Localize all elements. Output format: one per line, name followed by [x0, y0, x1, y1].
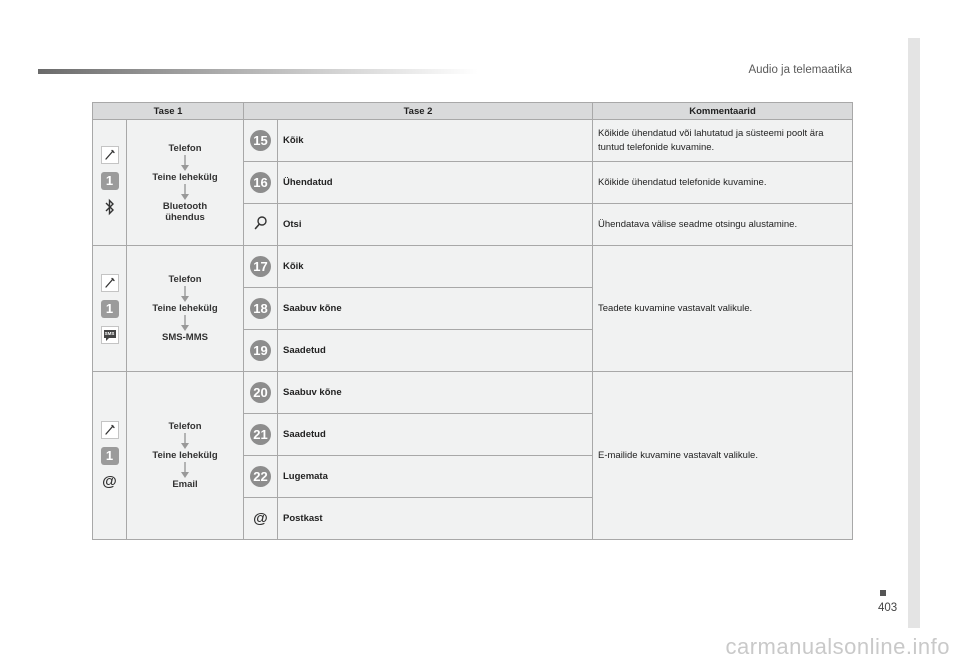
level2-label: Lugemata: [278, 456, 593, 498]
column-header-comments: Kommentaarid: [593, 103, 853, 120]
flow-step: Bluetooth ühendus: [162, 200, 208, 223]
level2-label: Saadetud: [278, 330, 593, 372]
phone-icon: [101, 421, 119, 439]
flow-step: Telefon: [168, 142, 202, 154]
arrow-down-icon: [181, 184, 189, 200]
comment-cell: Kõikide ühendatud või lahutatud ja süsteemi poolt ära tuntud telefonide kuvamine.: [593, 120, 853, 162]
level2-icon-cell: [244, 498, 278, 540]
level1-icons-email: [93, 372, 127, 540]
table-header-row: [93, 103, 853, 120]
comment-cell: Kõikide ühendatud telefonide kuvamine.: [593, 162, 853, 204]
number-badge: 18: [250, 298, 271, 319]
flow-step: Telefon: [168, 421, 202, 432]
section-title: Audio ja telemaatika: [748, 64, 852, 76]
number-badge: 15: [250, 130, 271, 151]
phone-icon: [101, 274, 119, 292]
column-header-level2: Tase 2: [244, 103, 593, 120]
arrow-down-icon: [181, 433, 189, 449]
watermark: carmanualsonline.info: [725, 634, 950, 659]
level2-label: Otsi: [278, 204, 593, 246]
arrow-down-icon: [181, 462, 189, 478]
badge-one-icon: 1: [101, 300, 119, 318]
flow-step: Teine lehekülg: [152, 450, 218, 461]
at-icon: @: [253, 510, 268, 527]
flow-step: Email: [172, 479, 198, 490]
arrow-down-icon: [181, 286, 189, 302]
level2-number-cell: [244, 162, 278, 204]
number-badge: 17: [250, 256, 271, 277]
level2-number-cell: [244, 330, 278, 372]
flow-step: Teine lehekülg: [152, 303, 218, 314]
level2-number-cell: [244, 414, 278, 456]
level2-number-cell: [244, 246, 278, 288]
number-badge: 16: [250, 172, 271, 193]
level2-label: Saadetud: [278, 414, 593, 456]
level1-icons-sms: [93, 246, 127, 372]
comment-cell: E-mailide kuvamine vastavalt valikule.: [593, 372, 853, 540]
badge-one-icon: 1: [101, 172, 119, 190]
table-row: [93, 372, 853, 414]
level2-label: Kõik: [278, 246, 593, 288]
comment-cell: Ühendatava välise seadme otsingu alustamine.: [593, 204, 853, 246]
bluetooth-icon: [104, 208, 116, 219]
header-gradient-bar: [38, 69, 478, 74]
comment-cell: Teadete kuvamine vastavalt valikule.: [593, 246, 853, 372]
level1-icons-bluetooth: [93, 120, 127, 246]
level2-number-cell: [244, 456, 278, 498]
menu-table: [92, 102, 853, 540]
level2-number-cell: [244, 120, 278, 162]
page-marker-square: [880, 590, 886, 596]
level2-number-cell: [244, 372, 278, 414]
arrow-down-icon: [181, 155, 189, 171]
number-badge: 21: [250, 424, 271, 445]
badge-one-icon: 1: [101, 447, 119, 465]
level2-icon-cell: [244, 204, 278, 246]
flow-step: Telefon: [168, 274, 202, 285]
flow-step: Teine lehekülg: [152, 171, 218, 183]
flow-email: [127, 372, 244, 540]
column-header-level1: Tase 1: [93, 103, 244, 120]
level2-label: Kõik: [278, 120, 593, 162]
flow-sms: [127, 246, 244, 372]
number-badge: 19: [250, 340, 271, 361]
search-icon: [253, 223, 269, 234]
table-row: [93, 120, 853, 162]
flow-bluetooth: [127, 120, 244, 246]
table-row: [93, 246, 853, 288]
level2-label: Saabuv kõne: [278, 288, 593, 330]
arrow-down-icon: [181, 315, 189, 331]
sms-icon: [101, 326, 119, 344]
at-icon: @: [102, 473, 117, 490]
flow-step: SMS-MMS: [162, 332, 208, 343]
level2-number-cell: [244, 288, 278, 330]
level2-label: Postkast: [278, 498, 593, 540]
level2-label: Saabuv kõne: [278, 372, 593, 414]
phone-icon: [101, 146, 119, 164]
number-badge: 20: [250, 382, 271, 403]
page-number: 403: [878, 602, 898, 614]
page-edge-strip: [908, 38, 920, 628]
number-badge: 22: [250, 466, 271, 487]
sms-icon-text: SMS: [104, 330, 115, 336]
level2-label: Ühendatud: [278, 162, 593, 204]
